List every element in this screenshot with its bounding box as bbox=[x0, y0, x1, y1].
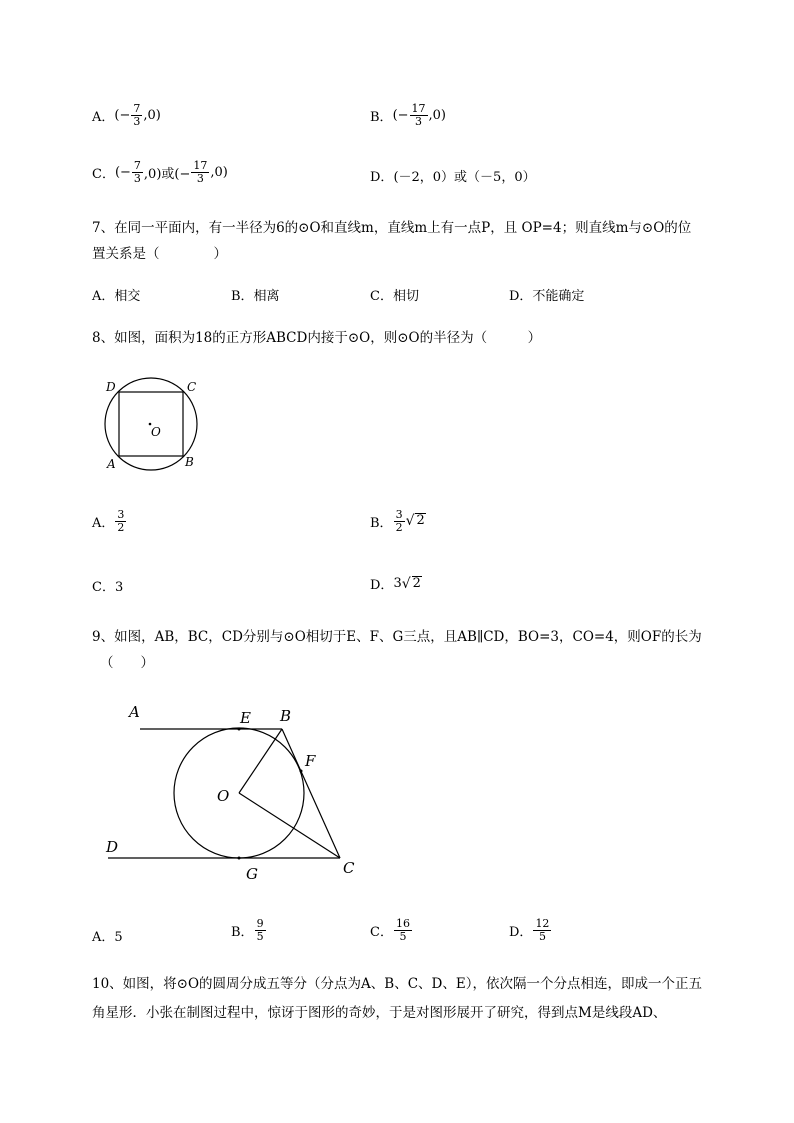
q9-option-d bbox=[509, 918, 552, 942]
q9-stem-line1: 9、如图，AB，BC，CD分别与⊙O相切于E、F、G三点，且AB∥CD，BO=3，CO=4，则OF的长为 bbox=[92, 629, 702, 645]
fraction-denominator: 3 bbox=[133, 171, 141, 185]
fraction bbox=[115, 509, 126, 533]
option-label: C． bbox=[92, 166, 115, 182]
q8-figure-circle-square bbox=[98, 374, 208, 474]
q8-option-b bbox=[370, 509, 426, 533]
q7-option-a: A．相交 bbox=[92, 289, 141, 304]
fraction-denominator: 5 bbox=[538, 929, 546, 943]
option-label: A． bbox=[92, 109, 115, 125]
fraction-numerator: 7 bbox=[133, 102, 141, 115]
q6-option-a bbox=[92, 103, 161, 127]
option-label: D． bbox=[509, 924, 533, 940]
q6-option-b bbox=[370, 103, 446, 127]
fraction bbox=[533, 918, 551, 942]
fraction bbox=[131, 103, 142, 127]
label-e: E bbox=[240, 709, 251, 727]
fraction bbox=[410, 103, 428, 127]
option-text: (− bbox=[392, 107, 409, 123]
option-label: B． bbox=[370, 515, 393, 531]
option-label: B． bbox=[370, 109, 393, 125]
option-label: D． bbox=[370, 170, 394, 185]
label-a: A bbox=[107, 457, 116, 471]
q8-option-d bbox=[370, 574, 422, 593]
fraction-denominator: 3 bbox=[196, 171, 204, 185]
fraction-numerator: 17 bbox=[193, 159, 208, 172]
option-text: (− bbox=[114, 107, 131, 123]
fraction-numerator: 9 bbox=[256, 917, 264, 930]
fraction bbox=[394, 509, 405, 533]
q7-stem-line2: 置关系是（ ） bbox=[92, 246, 227, 262]
label-a: A bbox=[129, 703, 140, 721]
fraction-numerator: 12 bbox=[535, 917, 550, 930]
option-text: ,0) bbox=[143, 107, 161, 123]
label-c: C bbox=[343, 859, 355, 877]
q8-option-a bbox=[92, 509, 127, 533]
fraction-numerator: 3 bbox=[117, 508, 125, 521]
fraction-denominator: 2 bbox=[395, 520, 403, 534]
label-o: O bbox=[217, 787, 230, 805]
label-o: O bbox=[151, 425, 161, 439]
fraction-numerator: 7 bbox=[133, 159, 141, 172]
label-d: D bbox=[106, 380, 116, 394]
q7-stem-line1: 7、在同一平面内，有一半径为6的⊙O和直线m，直线m上有一点P，且 OP=4；则直线m与⊙O的位 bbox=[92, 220, 692, 236]
option-label: D． bbox=[370, 578, 394, 593]
fraction-numerator: 16 bbox=[395, 917, 410, 930]
q7-option-d: D．不能确定 bbox=[509, 289, 585, 304]
sqrt-icon: √ bbox=[401, 575, 411, 592]
fraction-numerator: 3 bbox=[395, 508, 403, 521]
q10-stem-line2: 角星形．小张在制图过程中，惊讶于图形的奇妙，于是对图形展开了研究，得到点M是线段AD、 bbox=[92, 1005, 667, 1021]
radicand: 2 bbox=[412, 575, 421, 591]
label-c: C bbox=[187, 380, 197, 394]
q9-stem-line2: （ ） bbox=[100, 655, 154, 671]
option-label: B． bbox=[231, 924, 254, 940]
fraction-numerator: 17 bbox=[411, 102, 426, 115]
fraction-denominator: 5 bbox=[399, 929, 407, 943]
option-text: (－2，0）或（－5，0） bbox=[393, 170, 536, 185]
q8-stem: 8、如图，面积为18的正方形ABCD内接于⊙O，则⊙O的半径为（ ） bbox=[92, 330, 542, 346]
q9-option-c bbox=[370, 918, 413, 942]
fraction bbox=[191, 160, 209, 184]
coefficient: 3 bbox=[393, 576, 402, 591]
fraction-denominator: 5 bbox=[256, 929, 264, 943]
option-label: A． bbox=[92, 515, 115, 531]
q10-stem-line1: 10、如图，将⊙O的圆周分成五等分（分点为A、B、C、D、E），依次隔一个分点相连，即成一个正五 bbox=[92, 976, 702, 992]
q7-option-b: B．相离 bbox=[231, 289, 280, 304]
fraction-denominator: 2 bbox=[117, 520, 125, 534]
fraction bbox=[394, 918, 412, 942]
option-text: ,0)或(− bbox=[143, 166, 191, 182]
option-label: C． bbox=[370, 924, 393, 940]
label-b: B bbox=[280, 707, 292, 725]
option-text: (− bbox=[114, 164, 131, 180]
q7-option-c: C．相切 bbox=[370, 289, 419, 304]
q9-option-a: A．5 bbox=[92, 930, 123, 945]
fraction bbox=[132, 160, 143, 184]
label-b: B bbox=[185, 455, 194, 469]
q6-option-d bbox=[370, 166, 536, 185]
fraction-denominator: 3 bbox=[415, 114, 423, 128]
sqrt-icon: √ bbox=[405, 513, 415, 530]
point-g bbox=[238, 857, 241, 860]
q8-option-c: C．3 bbox=[92, 580, 124, 595]
label-f: F bbox=[305, 752, 316, 770]
option-text: ,0) bbox=[210, 164, 228, 180]
radicand: 2 bbox=[416, 513, 425, 529]
point-f bbox=[300, 770, 303, 773]
line-ob bbox=[239, 729, 282, 793]
label-g: G bbox=[246, 865, 258, 883]
fraction bbox=[255, 918, 266, 942]
q9-option-b bbox=[231, 918, 267, 942]
fraction-denominator: 3 bbox=[133, 114, 141, 128]
option-text: ,0) bbox=[428, 107, 447, 123]
point-e bbox=[238, 728, 241, 731]
label-d: D bbox=[106, 838, 119, 856]
q6-option-c bbox=[92, 160, 228, 184]
q9-figure-tangent-lines bbox=[100, 700, 370, 890]
